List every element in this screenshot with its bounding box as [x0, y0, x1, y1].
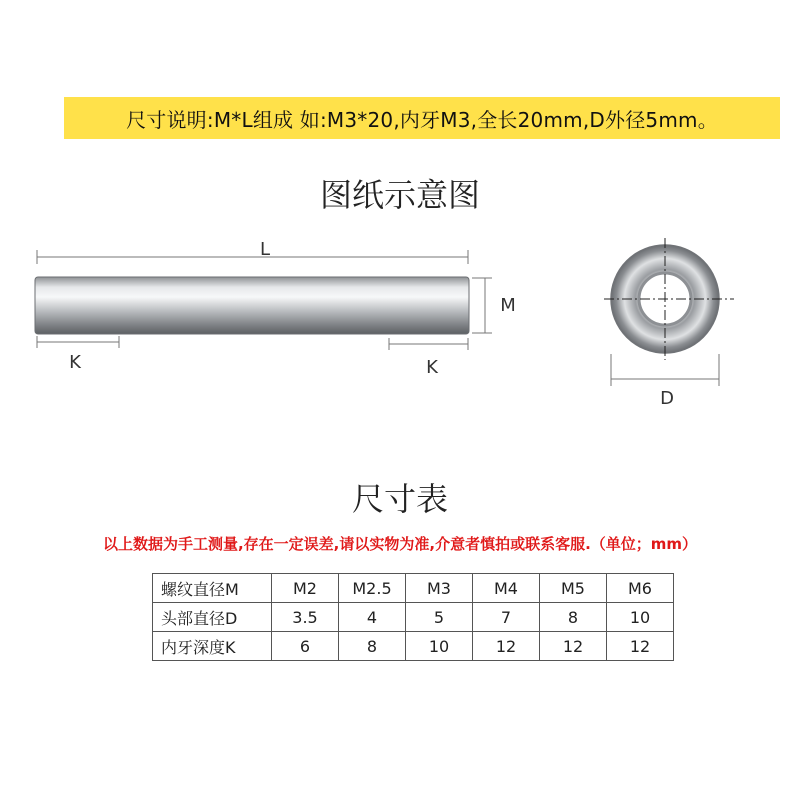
row-label: 螺纹直径M	[153, 574, 272, 603]
table-cell: 8	[339, 632, 406, 661]
dimension-K-right	[389, 338, 468, 378]
dimension-D	[611, 354, 719, 409]
measurement-note: 以上数据为手工测量,存在一定误差,请以实物为准,介意者慎拍或联系客服.（单位；mm）	[102, 535, 698, 553]
table-cell: 4	[339, 603, 406, 632]
table-cell: M5	[540, 574, 607, 603]
table-cell: 12	[473, 632, 540, 661]
row-label: 内牙深度K	[153, 632, 272, 661]
label-D: D	[660, 388, 674, 409]
table-cell: M2	[272, 574, 339, 603]
table-cell: 6	[272, 632, 339, 661]
standoff-end-view	[604, 238, 734, 360]
table-cell: 5	[406, 603, 473, 632]
label-L: L	[259, 239, 271, 260]
table-cell: 10	[607, 603, 674, 632]
label-M: M	[500, 295, 516, 316]
table-row	[153, 603, 674, 632]
table-cell: 10	[406, 632, 473, 661]
size-table-title: 尺寸表	[351, 480, 448, 518]
standoff-rod	[35, 277, 469, 334]
table-row	[153, 632, 674, 661]
size-description-text: 尺寸说明:M*L组成 如:M3*20,内牙M3,全长20mm,D外径5mm。	[126, 107, 718, 132]
size-table	[152, 573, 674, 661]
table-cell: 8	[540, 603, 607, 632]
table-cell: 12	[607, 632, 674, 661]
table-cell: M6	[607, 574, 674, 603]
dimension-M	[472, 278, 516, 333]
table-cell: M2.5	[339, 574, 406, 603]
table-cell: 3.5	[272, 603, 339, 632]
size-description-banner	[64, 97, 780, 139]
row-label: 头部直径D	[153, 603, 272, 632]
table-cell: 7	[473, 603, 540, 632]
technical-drawing	[0, 220, 800, 420]
label-K-left: K	[69, 352, 81, 373]
dimension-K-left	[37, 336, 119, 373]
table-cell: 12	[540, 632, 607, 661]
table-cell: M4	[473, 574, 540, 603]
dimension-L	[37, 239, 468, 264]
drawing-title: 图纸示意图	[319, 176, 480, 214]
label-K-right: K	[426, 357, 438, 378]
table-row	[153, 574, 674, 603]
table-cell: M3	[406, 574, 473, 603]
